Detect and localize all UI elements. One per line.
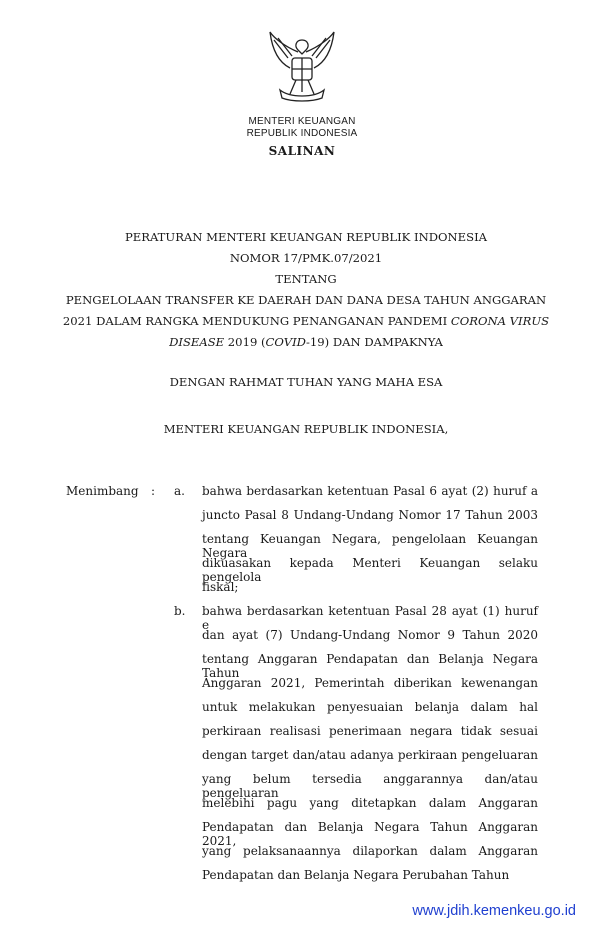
subject-text: 2021 DALAM RANGKA MENDUKUNG PENANGANAN PANDEMI xyxy=(62,314,451,328)
text-line: Anggaran 2021, Pemerintah diberikan kewenangan xyxy=(202,676,538,690)
text-line: yang pelaksanaannya dilaporkan dalam Anggaran xyxy=(202,844,538,858)
text-line: tentang Keuangan Negara, pengelolaan Keuangan Negara xyxy=(202,532,538,560)
institution-line-1: MENTERI KEUANGAN xyxy=(248,116,356,127)
text-line: yang belum tersedia anggarannya dan/atau pengeluaran xyxy=(202,772,538,800)
subject-text: -19) DAN DAMPAKNYA xyxy=(305,335,443,349)
subject-line-1: PENGELOLAAN TRANSFER KE DAERAH DAN DANA DESA TAHUN ANGGARAN xyxy=(65,293,547,307)
text-line: dengan target dan/atau adanya perkiraan pengeluaran xyxy=(202,748,538,762)
tentang-label: TENTANG xyxy=(275,272,337,286)
text-line: bahwa berdasarkan ketentuan Pasal 6 ayat (2) huruf a xyxy=(202,484,538,498)
footer-url-link[interactable]: www.jdih.kemenkeu.go.id xyxy=(412,903,576,919)
subject-line-3 xyxy=(40,335,572,349)
text-line: perkiraan realisasi penerimaan negara tidak sesuai xyxy=(202,724,538,738)
text-line: juncto Pasal 8 Undang-Undang Nomor 17 Tahun 2003 xyxy=(202,508,538,522)
text-line: Pendapatan dan Belanja Negara Tahun Anggaran 2021, xyxy=(202,820,538,848)
text-line: untuk melakukan penyesuaian belanja dalam hal xyxy=(202,700,538,714)
text-line: melebihi pagu yang ditetapkan dalam Anggaran xyxy=(202,796,538,810)
regulation-number: NOMOR 17/PMK.07/2021 xyxy=(229,251,383,265)
text-line: Pendapatan dan Belanja Negara Perubahan Tahun xyxy=(202,868,510,882)
section-colon: : xyxy=(151,484,156,498)
text-line: bahwa berdasarkan ketentuan Pasal 28 ayat (1) huruf e xyxy=(202,604,538,632)
item-marker-b: b. xyxy=(174,604,186,618)
regulation-title: PERATURAN MENTERI KEUANGAN REPUBLIK INDONESIA xyxy=(124,230,488,244)
institution-line-2: REPUBLIK INDONESIA xyxy=(246,128,358,139)
subject-text: 2019 ( xyxy=(224,335,266,349)
subject-line-2 xyxy=(40,314,572,328)
text-line: tentang Anggaran Pendapatan dan Belanja Negara Tahun xyxy=(202,652,538,680)
text-line: fiskal; xyxy=(202,580,239,594)
text-line: dikuasakan kepada Menteri Keuangan selaku pengelola xyxy=(202,556,538,584)
subject-italic: CORONA VIRUS xyxy=(450,314,550,328)
garuda-emblem-icon xyxy=(262,28,342,108)
text-line: dan ayat (7) Undang-Undang Nomor 9 Tahun 2020 xyxy=(202,628,538,642)
item-marker-a: a. xyxy=(174,484,185,498)
section-label-menimbang: Menimbang xyxy=(66,484,139,498)
blessing: DENGAN RAHMAT TUHAN YANG MAHA ESA xyxy=(169,375,443,389)
subject-italic: DISEASE xyxy=(169,335,225,349)
issuer: MENTERI KEUANGAN REPUBLIK INDONESIA, xyxy=(163,422,449,436)
subject-italic: COVID xyxy=(265,335,306,349)
salinan-stamp: SALINAN xyxy=(268,144,336,158)
